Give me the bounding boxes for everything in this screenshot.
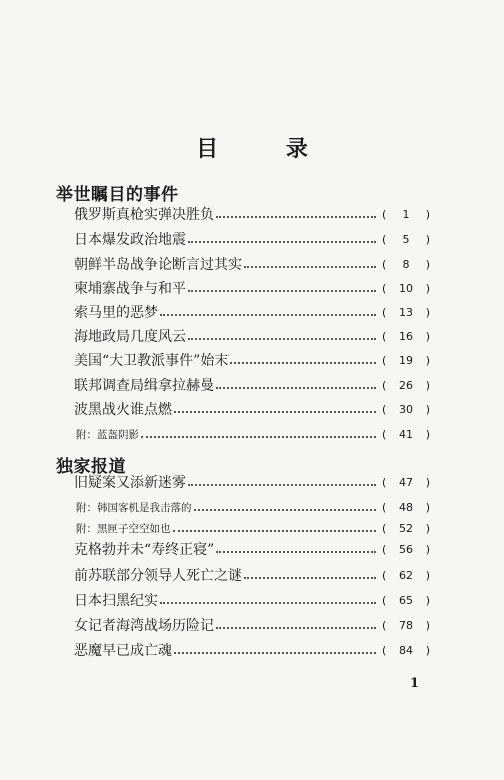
leader-dots — [188, 338, 376, 340]
toc-entry-page: ( 52 ) — [382, 521, 430, 535]
page-title: 目 录 — [196, 136, 338, 162]
toc-entry-label: 附：韩国客机是我击落的 — [76, 501, 192, 514]
toc-entry-label: 俄罗斯真枪实弹决胜负 — [74, 207, 214, 223]
leader-dots — [244, 266, 376, 268]
toc-entry-page: ( 65 ) — [382, 593, 430, 607]
leader-dots — [160, 314, 376, 316]
toc-entry-page: ( 56 ) — [382, 542, 430, 556]
toc-entry[interactable] — [74, 639, 430, 661]
toc-entry[interactable] — [74, 325, 430, 347]
toc-entry-page: ( 13 ) — [382, 305, 430, 319]
toc-entry[interactable] — [74, 589, 430, 611]
toc-entry-page: ( 8 ) — [382, 257, 430, 271]
toc-entry-page: ( 47 ) — [382, 475, 430, 489]
toc-entry[interactable] — [74, 374, 430, 396]
toc-entry-label: 日本爆发政治地震 — [74, 232, 186, 248]
toc-entry-label: 前苏联部分领导人死亡之谜 — [74, 568, 242, 584]
leader-dots — [216, 216, 376, 218]
toc-entry-page: ( 84 ) — [382, 643, 430, 657]
toc-entry-label: 美国“大卫教派事件”始末 — [74, 353, 229, 369]
toc-entry-label: 克格勃并未“寿终正寝” — [74, 542, 215, 558]
toc-entry-label: 柬埔寨战争与和平 — [74, 281, 186, 297]
toc-entry[interactable] — [74, 398, 430, 420]
leader-dots — [230, 362, 376, 364]
leader-dots — [174, 411, 376, 413]
toc-entry[interactable] — [74, 253, 430, 275]
toc-entry[interactable] — [74, 471, 430, 493]
toc-entry-label: 女记者海湾战场历险记 — [74, 618, 214, 634]
leader-dots — [194, 509, 377, 511]
toc-entry[interactable] — [74, 203, 430, 225]
toc-entry-page: ( 19 ) — [382, 353, 430, 367]
toc-entry-sub[interactable] — [74, 496, 430, 518]
toc-entry[interactable] — [74, 614, 430, 636]
leader-dots — [173, 530, 377, 532]
toc-entry-label: 日本扫黑纪实 — [74, 593, 158, 609]
leader-dots — [216, 627, 376, 629]
toc-entry[interactable] — [74, 349, 430, 371]
toc-entry[interactable] — [74, 564, 430, 586]
toc-entry-label: 附：黑匣子空空如也 — [76, 522, 171, 535]
toc-entry-page: ( 78 ) — [382, 618, 430, 632]
section-heading-0: 举世瞩目的事件 — [56, 185, 179, 205]
toc-entry[interactable] — [74, 228, 430, 250]
toc-entry-page: ( 41 ) — [382, 427, 430, 441]
toc-entry-label: 波黑战火谁点燃 — [74, 402, 172, 418]
leader-dots — [141, 436, 376, 438]
toc-entry-label: 旧疑案又添新迷雾 — [74, 475, 186, 491]
toc-entry[interactable] — [74, 277, 430, 299]
leader-dots — [216, 387, 376, 389]
leader-dots — [216, 551, 376, 553]
toc-entry-page: ( 1 ) — [382, 207, 430, 221]
leader-dots — [188, 484, 376, 486]
toc-entry-label: 朝鲜半岛战争论断言过其实 — [74, 257, 242, 273]
toc-entry-label: 索马里的恶梦 — [74, 305, 158, 321]
toc-entry-label: 联邦调查局缉拿拉赫曼 — [74, 378, 214, 394]
toc-entry-page: ( 26 ) — [382, 378, 430, 392]
leader-dots — [188, 290, 376, 292]
toc-entry-page: ( 30 ) — [382, 402, 430, 416]
toc-entry-sub[interactable] — [74, 517, 430, 539]
leader-dots — [174, 652, 376, 654]
leader-dots — [188, 241, 376, 243]
page-number: 1 — [410, 676, 420, 691]
toc-entry[interactable] — [74, 538, 430, 560]
toc-entry-page: ( 48 ) — [382, 500, 430, 514]
leader-dots — [244, 577, 376, 579]
toc-entry-page: ( 16 ) — [382, 329, 430, 343]
toc-entry-sub[interactable] — [74, 423, 430, 445]
toc-entry-label: 附：蓝盔阴影 — [76, 428, 139, 441]
toc-entry-label: 恶魔早已成亡魂 — [74, 643, 172, 659]
toc-entry[interactable] — [74, 301, 430, 323]
toc-entry-label: 海地政局几度风云 — [74, 329, 186, 345]
toc-entry-page: ( 62 ) — [382, 568, 430, 582]
toc-entry-page: ( 10 ) — [382, 281, 430, 295]
toc-entry-page: ( 5 ) — [382, 232, 430, 246]
leader-dots — [160, 602, 376, 604]
section-heading-1: 独家报道 — [56, 457, 126, 477]
